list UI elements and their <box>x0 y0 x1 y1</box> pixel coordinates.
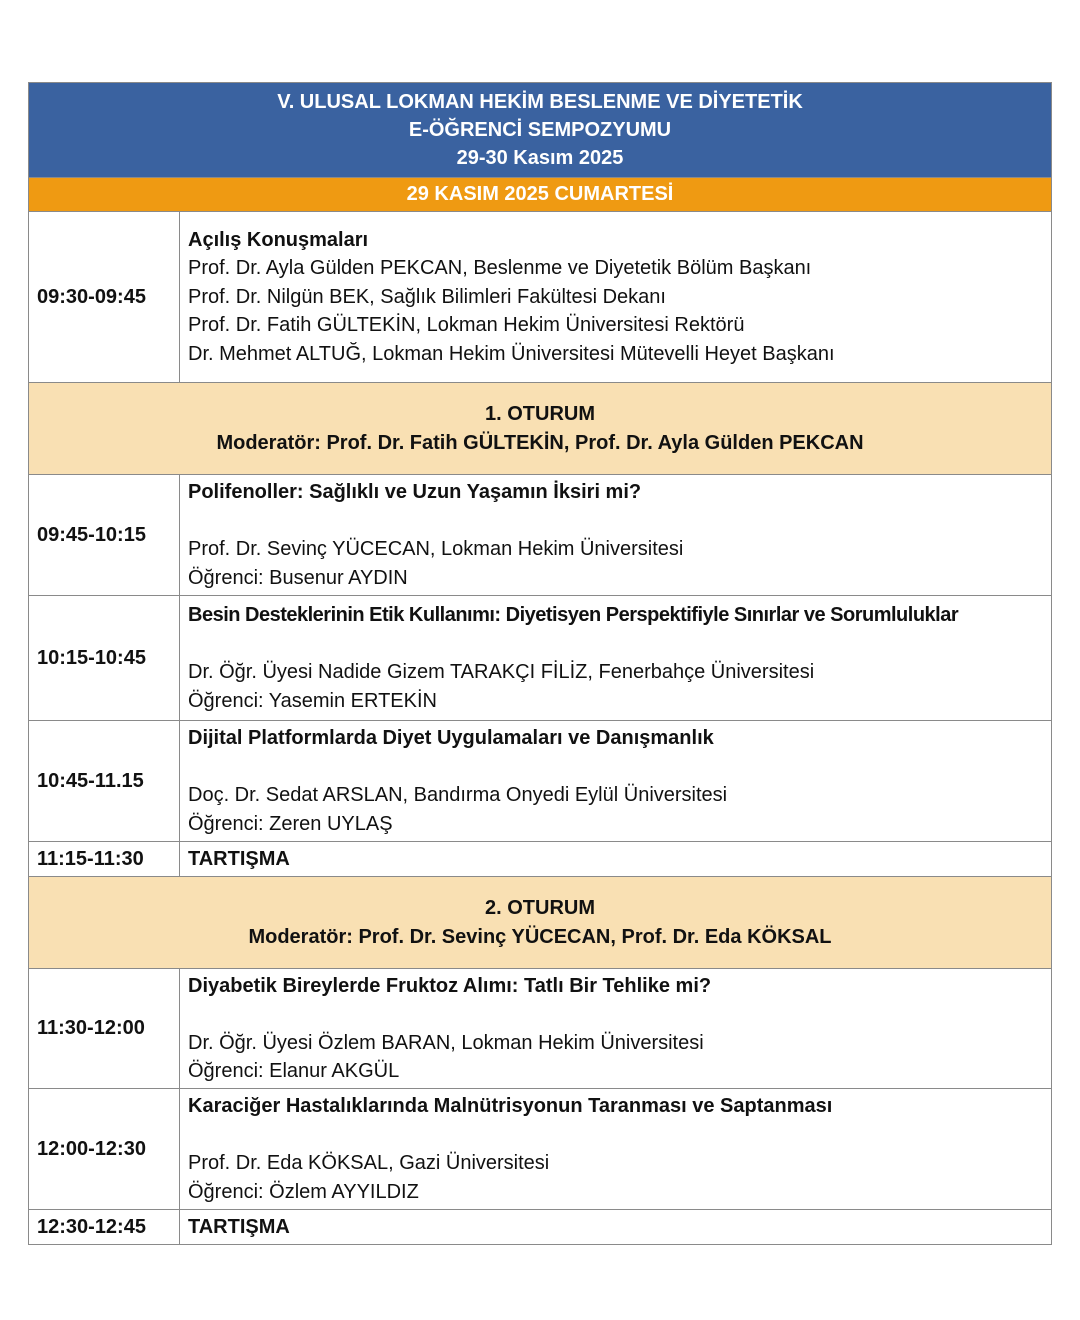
time-cell: 09:45-10:15 <box>29 475 180 596</box>
symposium-title: V. ULUSAL LOKMAN HEKİM BESLENME VE DİYETETİK <box>277 91 803 113</box>
time-cell: 11:15-11:30 <box>29 842 180 877</box>
talk-row <box>29 475 1052 596</box>
opening-row <box>29 212 1052 383</box>
session-moderator: Moderatör: Prof. Dr. Fatih GÜLTEKİN, Prof. Dr. Ayla Gülden PEKCAN <box>216 431 864 454</box>
symposium-header <box>29 83 1052 178</box>
talk-student: Öğrenci: Elanur AKGÜL <box>188 1060 400 1082</box>
session-row <box>29 383 1052 475</box>
content-cell <box>180 969 1052 1089</box>
talk-student: Öğrenci: Zeren UYLAŞ <box>188 812 393 835</box>
speaker-line: Prof. Dr. Fatih GÜLTEKİN, Lokman Hekim Üniversitesi Rektörü <box>188 314 745 337</box>
content-cell <box>180 475 1052 596</box>
session-moderator: Moderatör: Prof. Dr. Sevinç YÜCECAN, Prof. Dr. Eda KÖKSAL <box>248 925 832 948</box>
talk-speaker: Doç. Dr. Sedat ARSLAN, Bandırma Onyedi Eylül Üniversitesi <box>188 784 728 806</box>
time-cell: 12:00-12:30 <box>29 1089 180 1210</box>
header-row <box>29 83 1052 178</box>
speaker-line: Dr. Mehmet ALTUĞ, Lokman Hekim Üniversitesi Mütevelli Heyet Başkanı <box>188 342 835 365</box>
session-header <box>29 383 1052 475</box>
talk-row <box>29 721 1052 842</box>
discussion-label: TARTIŞMA <box>180 1210 1052 1245</box>
talk-speaker: Dr. Öğr. Üyesi Özlem BARAN, Lokman Hekim Üniversitesi <box>188 1031 704 1054</box>
time-cell: 10:15-10:45 <box>29 596 180 721</box>
content-cell <box>180 212 1052 383</box>
time-cell: 10:45-11.15 <box>29 721 180 842</box>
content-cell <box>180 1089 1052 1210</box>
time-cell: 11:30-12:00 <box>29 969 180 1089</box>
talk-title: Diyabetik Bireylerde Fruktoz Alımı: Tatlı Bir Tehlike mi? <box>188 974 712 997</box>
symposium-dates: 29-30 Kasım 2025 <box>456 147 624 169</box>
speaker-line: Prof. Dr. Ayla Gülden PEKCAN, Beslenme ve Diyetetik Bölüm Başkanı <box>188 257 812 280</box>
talk-speaker: Prof. Dr. Sevinç YÜCECAN, Lokman Hekim Üniversitesi <box>188 538 684 560</box>
day-row <box>29 178 1052 212</box>
talk-student: Öğrenci: Özlem AYYILDIZ <box>188 1180 419 1203</box>
content-cell <box>180 596 1052 721</box>
day-label: 29 KASIM 2025 CUMARTESİ <box>29 178 1052 212</box>
program-table <box>28 82 1052 1245</box>
discussion-label: TARTIŞMA <box>180 842 1052 877</box>
talk-title: Besin Desteklerinin Etik Kullanımı: Diyetisyen Perspektifiyle Sınırlar ve Sorumluluklar <box>188 604 959 626</box>
symposium-subtitle: E-ÖĞRENCİ SEMPOZYUMU <box>408 119 672 141</box>
session-name: 2. OTURUM <box>485 896 595 919</box>
opening-title: Açılış Konuşmaları <box>188 228 369 251</box>
talk-speaker: Prof. Dr. Eda KÖKSAL, Gazi Üniversitesi <box>188 1152 550 1174</box>
time-cell: 12:30-12:45 <box>29 1210 180 1245</box>
talk-row <box>29 596 1052 721</box>
talk-title: Dijital Platformlarda Diyet Uygulamaları ve Danışmanlık <box>188 727 714 749</box>
talk-student: Öğrenci: Busenur AYDIN <box>188 566 408 589</box>
talk-row <box>29 969 1052 1089</box>
discussion-row <box>29 842 1052 877</box>
session-name: 1. OTURUM <box>485 402 595 425</box>
content-cell <box>180 721 1052 842</box>
talk-title: Karaciğer Hastalıklarında Malnütrisyonun Taranması ve Saptanması <box>188 1095 833 1117</box>
time-cell: 09:30-09:45 <box>29 212 180 383</box>
session-row <box>29 877 1052 969</box>
session-header <box>29 877 1052 969</box>
talk-speaker: Dr. Öğr. Üyesi Nadide Gizem TARAKÇI FİLİZ, Fenerbahçe Üniversitesi <box>188 661 815 683</box>
discussion-row <box>29 1210 1052 1245</box>
talk-student: Öğrenci: Yasemin ERTEKİN <box>188 689 437 712</box>
talk-row <box>29 1089 1052 1210</box>
talk-title: Polifenoller: Sağlıklı ve Uzun Yaşamın İksiri mi? <box>188 481 642 503</box>
speaker-line: Prof. Dr. Nilgün BEK, Sağlık Bilimleri Fakültesi Dekanı <box>188 285 666 308</box>
